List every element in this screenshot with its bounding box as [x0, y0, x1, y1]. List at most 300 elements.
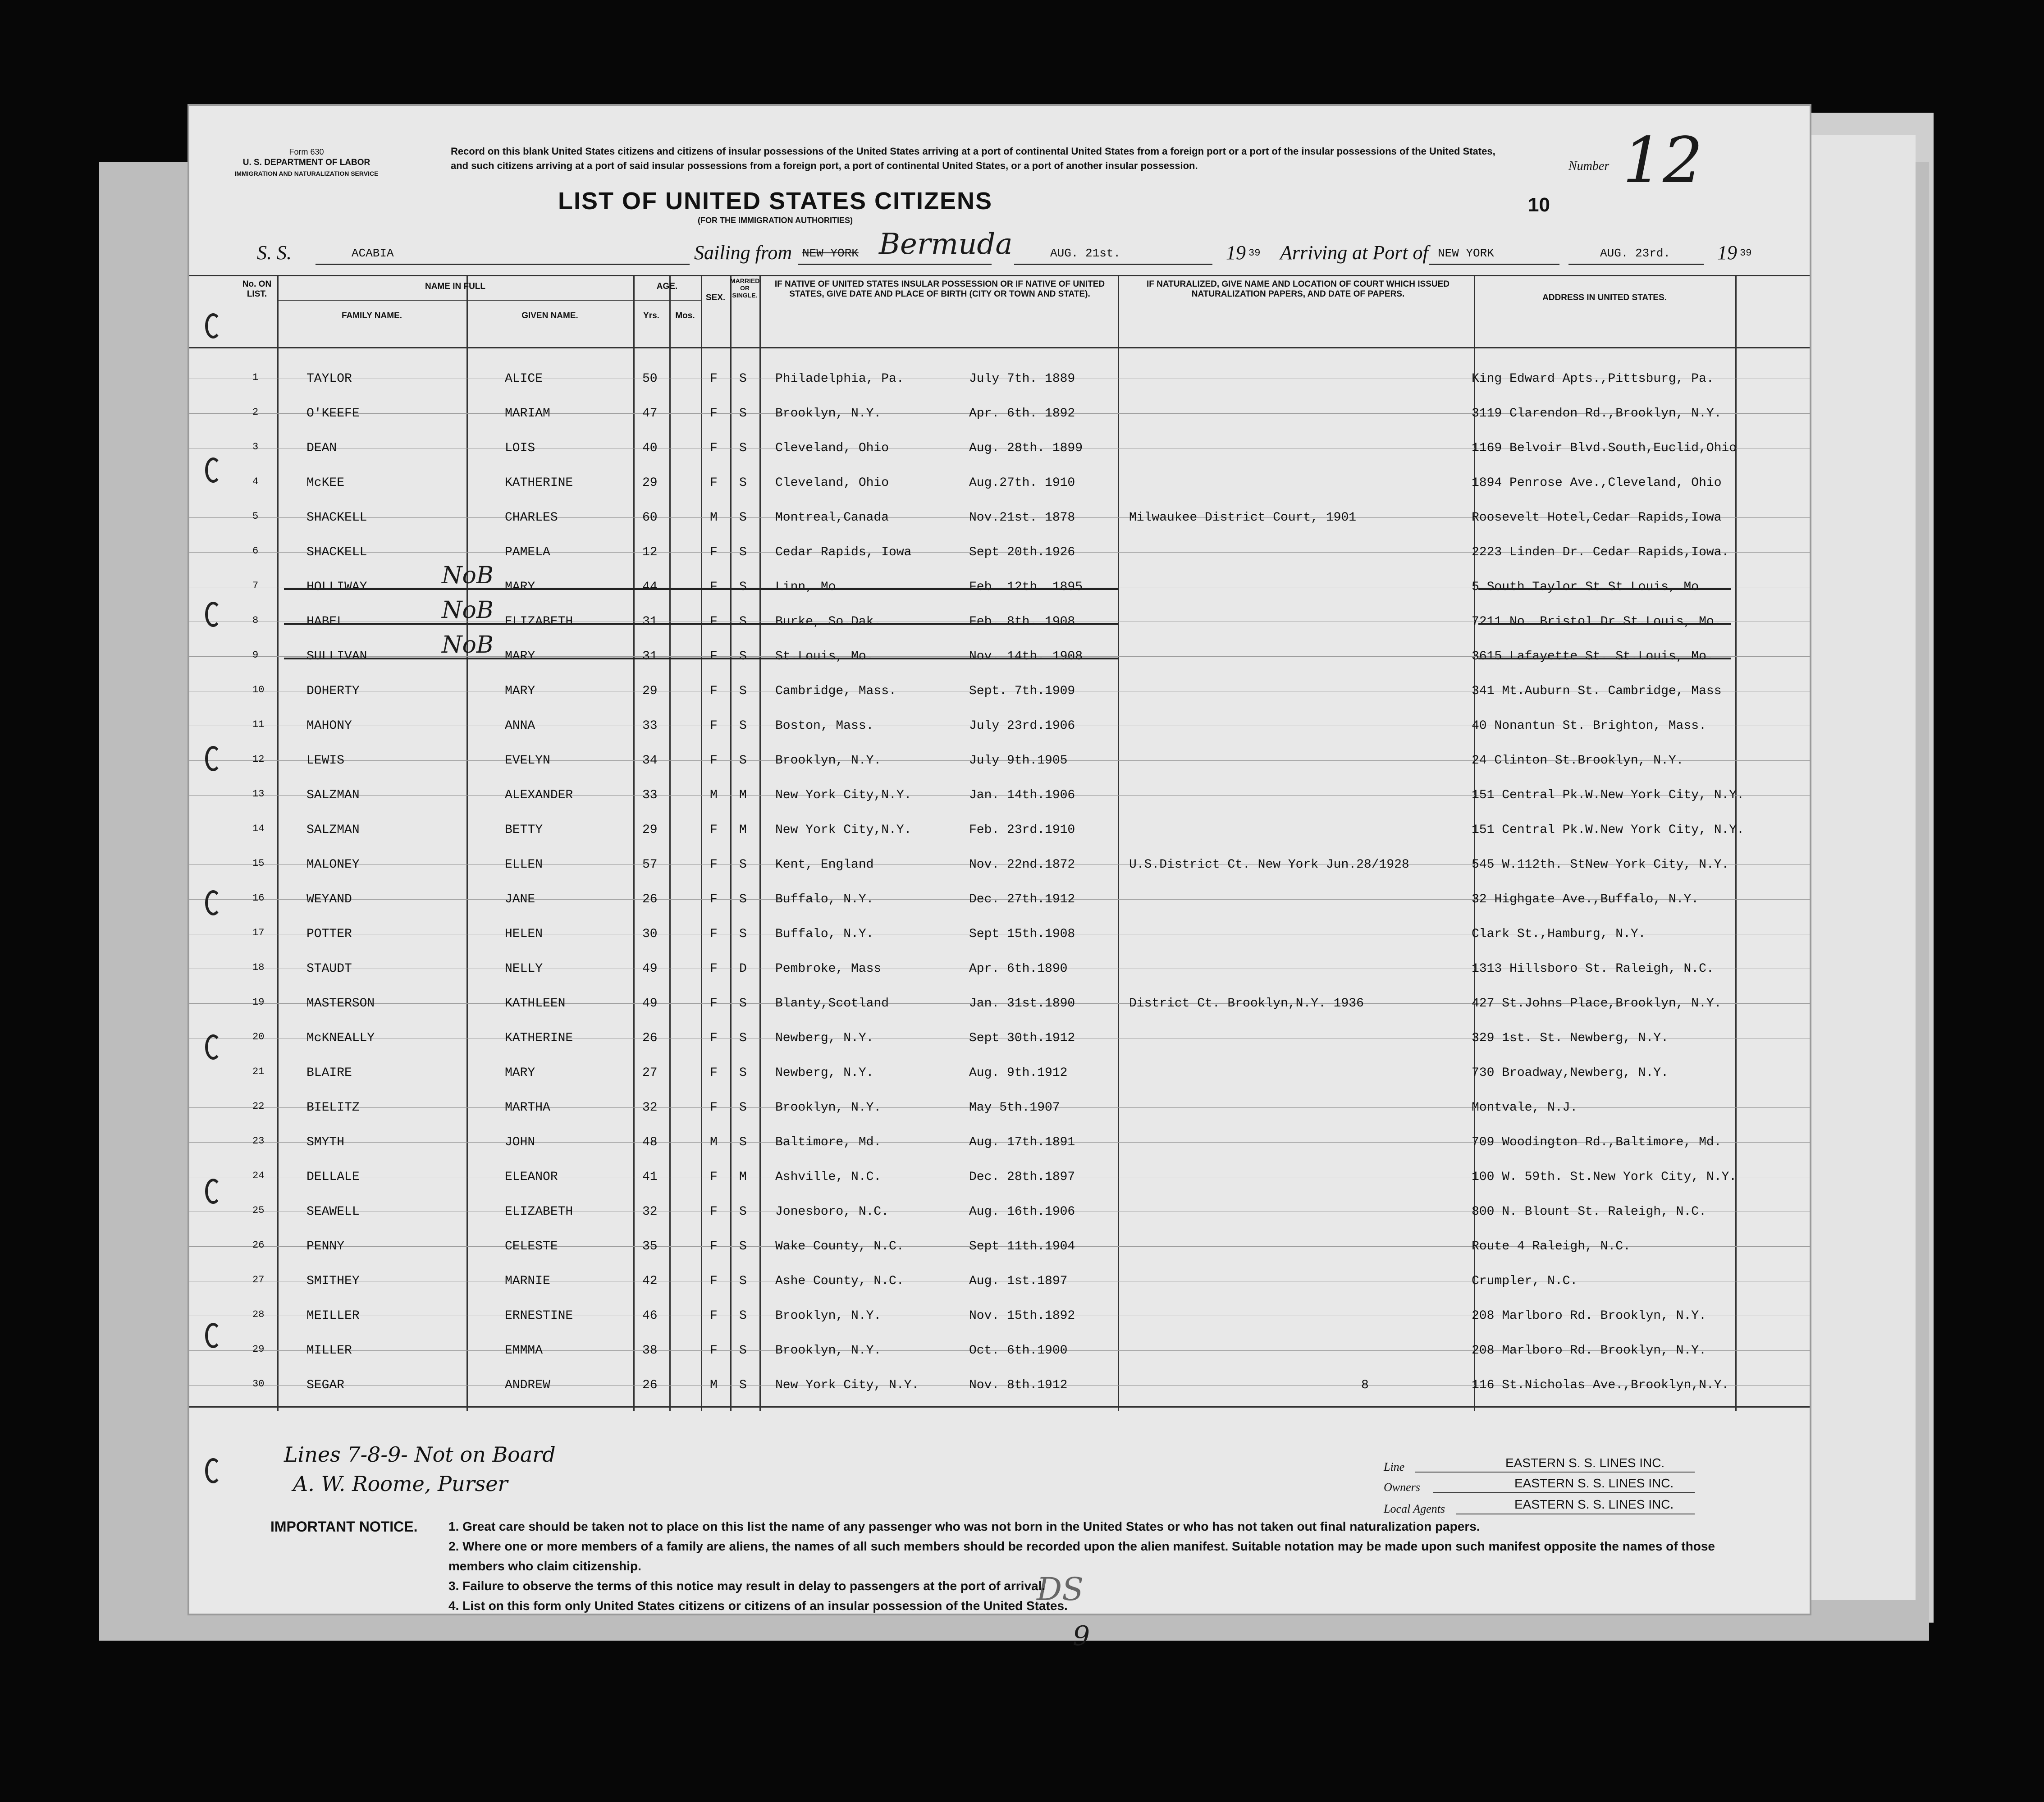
given-name: NELLY [505, 962, 543, 976]
family-name: MAHONY [306, 719, 352, 733]
birth-place: Brooklyn, N.Y. [775, 407, 882, 421]
given-name: ELLEN [505, 858, 543, 872]
form-agency-header [234, 146, 379, 179]
age-years: 26 [642, 892, 658, 906]
given-name: MARY [505, 1066, 535, 1080]
strikethrough-line [1478, 658, 1731, 659]
birth-date: Jan. 31st.1890 [969, 997, 1075, 1011]
sex: F [710, 754, 718, 768]
us-address: 730 Broadway,Newberg, N.Y. [1472, 1066, 1669, 1080]
paper-stack-edge [1798, 135, 1916, 1600]
ss-label: S. S. [257, 242, 292, 264]
naturalization-court: District Ct. Brooklyn,N.Y. 1936 [1129, 997, 1364, 1011]
marital-status: S [739, 1274, 747, 1288]
sex: F [710, 1101, 718, 1115]
family-name: SEGAR [306, 1378, 345, 1392]
purser-signature: A. W. Roome, Purser [293, 1472, 508, 1496]
sex: M [710, 1378, 718, 1392]
family-name: SALZMAN [306, 823, 360, 837]
handwritten-mark-9: 9 [1073, 1620, 1090, 1652]
us-address: 32 Highgate Ave.,Buffalo, N.Y. [1472, 892, 1699, 906]
given-name: ANNA [505, 719, 535, 733]
owners-label: Owners [1384, 1481, 1420, 1494]
sex: F [710, 407, 718, 421]
family-name: STAUDT [306, 962, 352, 976]
age-years: 49 [642, 997, 658, 1011]
us-address: Route 4 Raleigh, N.C. [1472, 1239, 1631, 1253]
birth-date: Aug. 1st.1897 [969, 1274, 1068, 1288]
age-years: 29 [642, 823, 658, 837]
row-number: 7 [252, 580, 259, 591]
handwritten-initials: DS [1037, 1571, 1084, 1608]
sex: F [710, 545, 718, 559]
us-address: 40 Nonantun St. Brighton, Mass. [1472, 719, 1706, 733]
row-number: 8 [252, 615, 259, 626]
age-years: 42 [642, 1274, 658, 1288]
sex: F [710, 962, 718, 976]
birth-date: Nov.21st. 1878 [969, 511, 1075, 525]
arrival-year-prefix: 19 [1717, 242, 1737, 264]
strikethrough-line [284, 658, 1118, 659]
marital-status: S [739, 719, 747, 733]
marital-status: S [739, 1135, 747, 1149]
birth-date: Feb. 23rd.1910 [969, 823, 1075, 837]
birth-place: Newberg, N.Y. [775, 1066, 874, 1080]
birth-date: Aug. 9th.1912 [969, 1066, 1068, 1080]
us-address: 24 Clinton St.Brooklyn, N.Y. [1472, 754, 1684, 768]
given-name: ERNESTINE [505, 1309, 573, 1323]
sex: F [710, 1066, 718, 1080]
notice-item: 3. Failure to observe the terms of this notice may result in delay to passengers at the port of arrival. [448, 1579, 1046, 1593]
row-number: 17 [252, 927, 265, 938]
age-years: 32 [642, 1205, 658, 1219]
notice-item: 2. Where one or more members of a family are aliens, the names of all such members should be recorded upon the alien manifest. Suitable notation may be made upon such manifest opposite the names of those members who claim citizenship. [448, 1539, 1715, 1573]
family-name: POTTER [306, 927, 352, 941]
given-name: CHARLES [505, 511, 558, 525]
form-number: Form 630 [289, 147, 324, 156]
voyage-line [257, 228, 1789, 268]
marital-status: S [739, 372, 747, 386]
binder-hole [205, 313, 221, 338]
birth-place: Cedar Rapids, Iowa [775, 545, 912, 559]
family-name: SEAWELL [306, 1205, 360, 1219]
sex: F [710, 927, 718, 941]
birth-place: Brooklyn, N.Y. [775, 754, 882, 768]
sex: F [710, 372, 718, 386]
us-address: 3119 Clarendon Rd.,Brooklyn, N.Y. [1472, 407, 1722, 421]
strikethrough-line [284, 588, 1118, 590]
birth-place: Jonesboro, N.C. [775, 1205, 889, 1219]
row-number: 13 [252, 788, 265, 800]
us-address: 427 St.Johns Place,Brooklyn, N.Y. [1472, 997, 1722, 1011]
birth-place: Montreal,Canada [775, 511, 889, 525]
binder-hole [205, 602, 221, 627]
age-years: 29 [642, 476, 658, 490]
age-years: 50 [642, 372, 658, 386]
birth-place: Kent, England [775, 858, 874, 872]
age-years: 27 [642, 1066, 658, 1080]
arrival-year-suffix: 39 [1740, 247, 1752, 259]
given-name: ALICE [505, 372, 543, 386]
arrival-port: NEW YORK [1438, 247, 1494, 260]
birth-place: Cleveland, Ohio [775, 441, 889, 455]
birth-date: Sept 15th.1908 [969, 927, 1075, 941]
number-label: Number [1568, 159, 1610, 173]
naturalization-court: U.S.District Ct. New York Jun.28/1928 [1129, 858, 1409, 872]
given-name: ELEANOR [505, 1170, 558, 1184]
row-number: 18 [252, 962, 265, 973]
family-name: HABEL [306, 615, 345, 629]
marital-status: S [739, 615, 747, 629]
us-address: 341 Mt.Auburn St. Cambridge, Mass [1472, 684, 1722, 698]
given-name: ELIZABETH [505, 1205, 573, 1219]
age-years: 33 [642, 788, 658, 802]
family-name: LEWIS [306, 754, 345, 768]
age-years: 30 [642, 927, 658, 941]
family-name: MILLER [306, 1344, 352, 1358]
birth-date: Feb. 8th. 1908 [969, 615, 1075, 629]
family-name: SMYTH [306, 1135, 345, 1149]
row-number: 25 [252, 1205, 265, 1216]
sex: F [710, 892, 718, 906]
birth-date: Apr. 6th. 1892 [969, 407, 1075, 421]
age-years: 26 [642, 1031, 658, 1045]
birth-date: May 5th.1907 [969, 1101, 1060, 1115]
family-name: MASTERSON [306, 997, 375, 1011]
strikethrough-line [1478, 588, 1731, 590]
birth-place: Boston, Mass. [775, 719, 874, 733]
birth-date: Aug. 17th.1891 [969, 1135, 1075, 1149]
us-address: 100 W. 59th. St.New York City, N.Y. [1472, 1170, 1737, 1184]
row-number: 11 [252, 719, 265, 730]
us-address: 3615 Lafayette St. St.Louis, Mo. [1472, 649, 1714, 663]
strikethrough-line [284, 623, 1118, 625]
marital-status: S [739, 684, 747, 698]
arrival-date: AUG. 23rd. [1600, 247, 1671, 260]
us-address: 7211 No. Bristol Dr.St.Louis, Mo. [1472, 615, 1722, 629]
row-number: 20 [252, 1031, 265, 1043]
birth-date: Aug.27th. 1910 [969, 476, 1075, 490]
sailing-label: Sailing from [694, 242, 792, 264]
given-name: JOHN [505, 1135, 535, 1149]
age-years: 44 [642, 580, 658, 594]
marital-status: S [739, 1239, 747, 1253]
row-number: 28 [252, 1309, 265, 1320]
col-age: AGE. [656, 282, 678, 291]
given-name: KATHERINE [505, 476, 573, 490]
passenger-table [189, 275, 1810, 1411]
line-label: Line [1384, 1460, 1405, 1473]
family-name: DOHERTY [306, 684, 360, 698]
age-years: 46 [642, 1309, 658, 1323]
us-address: 116 St.Nicholas Ave.,Brooklyn,N.Y. [1472, 1378, 1729, 1392]
sex: F [710, 476, 718, 490]
birth-place: Linn, Mo. [775, 580, 844, 594]
row-number: 27 [252, 1274, 265, 1285]
birth-date: Sept. 7th.1909 [969, 684, 1075, 698]
marital-status: S [739, 858, 747, 872]
department-name: U. S. DEPARTMENT OF LABOR [242, 158, 370, 167]
birth-place: Ashville, N.C. [775, 1170, 882, 1184]
us-address: 208 Marlboro Rd. Brooklyn, N.Y. [1472, 1309, 1706, 1323]
row-number: 21 [252, 1066, 265, 1077]
local-agents-stamp: EASTERN S. S. LINES INC. [1514, 1497, 1674, 1511]
given-name: PAMELA [505, 545, 550, 559]
notice-items [448, 1517, 1756, 1616]
row-number: 9 [252, 649, 259, 661]
sex: F [710, 1205, 718, 1219]
marital-status: S [739, 1309, 747, 1323]
age-years: 32 [642, 1101, 658, 1115]
birth-place: Philadelphia, Pa. [775, 372, 904, 386]
family-name: O'KEEFE [306, 407, 360, 421]
birth-date: Dec. 27th.1912 [969, 892, 1075, 906]
given-name: EVELYN [505, 754, 550, 768]
age-years: 47 [642, 407, 658, 421]
marital-status: M [739, 788, 747, 802]
given-name: MARIAM [505, 407, 550, 421]
row-number: 15 [252, 858, 265, 869]
marital-status: S [739, 754, 747, 768]
marital-status: S [739, 997, 747, 1011]
given-name: KATHLEEN [505, 997, 566, 1011]
row-number: 23 [252, 1135, 265, 1147]
family-name: SHACKELL [306, 545, 367, 559]
binder-hole [205, 1458, 221, 1483]
age-years: 34 [642, 754, 658, 768]
arriving-label: Arriving at Port of [1280, 242, 1428, 264]
marital-status: S [739, 407, 747, 421]
birth-place: Cleveland, Ohio [775, 476, 889, 490]
us-address: 800 N. Blount St. Raleigh, N.C. [1472, 1205, 1706, 1219]
family-name: DEAN [306, 441, 337, 455]
marital-status: S [739, 1378, 747, 1392]
family-name: BIELITZ [306, 1101, 360, 1115]
row-number: 30 [252, 1378, 265, 1390]
birth-place: Burke, So.Dak. [775, 615, 882, 629]
handwritten-note-lines: Lines 7-8-9- Not on Board [284, 1442, 556, 1467]
family-name: SULLIVAN [306, 649, 367, 663]
marital-status: S [739, 927, 747, 941]
birth-date: Nov. 22nd.1872 [969, 858, 1075, 872]
age-years: 35 [642, 1239, 658, 1253]
age-years: 31 [642, 649, 658, 663]
col-name-in-full: NAME IN FULL [425, 282, 486, 291]
birth-date: Oct. 6th.1900 [969, 1344, 1068, 1358]
birth-place: New York City, N.Y. [775, 1378, 919, 1392]
age-years: 40 [642, 441, 658, 455]
given-name: KATHERINE [505, 1031, 573, 1045]
col-no: No. ON LIST. [242, 279, 272, 299]
row-number: 5 [252, 511, 259, 522]
sex: M [710, 1135, 718, 1149]
row-number: 16 [252, 892, 265, 904]
family-name: SALZMAN [306, 788, 360, 802]
marital-status: S [739, 649, 747, 663]
us-address: 1169 Belvoir Blvd.South,Euclid,Ohio [1472, 441, 1737, 455]
age-years: 60 [642, 511, 658, 525]
given-name: MARY [505, 684, 535, 698]
birth-place: Ashe County, N.C. [775, 1274, 904, 1288]
sail-date: AUG. 21st. [1050, 247, 1121, 260]
sex: M [710, 788, 718, 802]
birth-place: Newberg, N.Y. [775, 1031, 874, 1045]
birth-place: Brooklyn, N.Y. [775, 1309, 882, 1323]
given-name: ALEXANDER [505, 788, 573, 802]
us-address: Crumpler, N.C. [1472, 1274, 1578, 1288]
birth-place: Pembroke, Mass [775, 962, 882, 976]
col-mos: Mos. [675, 311, 695, 320]
local-agents-label: Local Agents [1384, 1502, 1445, 1515]
row-number: 19 [252, 997, 265, 1008]
binder-hole [205, 1034, 221, 1060]
sex: F [710, 1344, 718, 1358]
family-name: SHACKELL [306, 511, 367, 525]
sailing-from-struck: NEW YORK [802, 247, 859, 260]
birth-place: Cambridge, Mass. [775, 684, 896, 698]
birth-date: Nov. 8th.1912 [969, 1378, 1068, 1392]
family-name: BLAIRE [306, 1066, 352, 1080]
birth-date: Dec. 28th.1897 [969, 1170, 1075, 1184]
birth-date: Aug. 16th.1906 [969, 1205, 1075, 1219]
birth-date: Aug. 28th. 1899 [969, 441, 1083, 455]
family-name: TAYLOR [306, 372, 352, 386]
age-years: 12 [642, 545, 658, 559]
sex: F [710, 1309, 718, 1323]
sex: M [710, 511, 718, 525]
family-name: WEYAND [306, 892, 352, 906]
sex: F [710, 1274, 718, 1288]
given-name: ELIZABETH [505, 615, 573, 629]
sailing-from-handwritten: Bermuda [879, 228, 1013, 261]
binder-hole [205, 1179, 221, 1204]
us-address: Montvale, N.J. [1472, 1101, 1578, 1115]
birth-place: Brooklyn, N.Y. [775, 1101, 882, 1115]
birth-place: Wake County, N.C. [775, 1239, 904, 1253]
given-name: MARTHA [505, 1101, 550, 1115]
birth-place: Blanty,Scotland [775, 997, 889, 1011]
birth-date: July 7th. 1889 [969, 372, 1075, 386]
marital-status: S [739, 476, 747, 490]
given-name: MARNIE [505, 1274, 550, 1288]
sex: F [710, 615, 718, 629]
page-subtitle: (FOR THE IMMIGRATION AUTHORITIES) [698, 216, 853, 225]
col-naturalization: IF NATURALIZED, GIVE NAME AND LOCATION OF COURT WHICH ISSUED NATURALIZATION PAPERS, AND DATE OF PAPERS. [1146, 279, 1450, 299]
age-years: 26 [642, 1378, 658, 1392]
sex: F [710, 1170, 718, 1184]
given-name: JANE [505, 892, 535, 906]
us-address: 5 South Taylor St.St.Louis, Mo. [1472, 580, 1706, 594]
given-name: ANDREW [505, 1378, 550, 1392]
birth-date: Sept 11th.1904 [969, 1239, 1075, 1253]
row-number: 1 [252, 372, 259, 383]
marital-status: S [739, 441, 747, 455]
page-title: LIST OF UNITED STATES CITIZENS [558, 188, 992, 215]
row-number: 29 [252, 1344, 265, 1355]
not-on-board-note: NoB [442, 597, 494, 624]
birth-date: Apr. 6th.1890 [969, 962, 1068, 976]
us-address: 2223 Linden Dr. Cedar Rapids,Iowa. [1472, 545, 1729, 559]
col-sex: SEX. [705, 293, 726, 302]
birth-date: Jan. 14th.1906 [969, 788, 1075, 802]
family-name: McKNEALLY [306, 1031, 375, 1045]
notice-item: 4. List on this form only United States citizens or citizens of an insular possession of the United States. [448, 1599, 1068, 1613]
family-name: DELLALE [306, 1170, 360, 1184]
binder-hole [205, 746, 221, 771]
us-address: 151 Central Pk.W.New York City, N.Y. [1472, 823, 1744, 837]
sex: F [710, 684, 718, 698]
marital-status: D [739, 962, 747, 976]
marital-status: S [739, 1205, 747, 1219]
marital-status: S [739, 1101, 747, 1115]
birth-date: Sept 30th.1912 [969, 1031, 1075, 1045]
list-number: 12 [1623, 124, 1703, 197]
sex: F [710, 823, 718, 837]
us-address: 1313 Hillsboro St. Raleigh, N.C. [1472, 962, 1714, 976]
row-number: 10 [252, 684, 265, 695]
us-address: 208 Marlboro Rd. Brooklyn, N.Y. [1472, 1344, 1706, 1358]
line-stamp: EASTERN S. S. LINES INC. [1505, 1456, 1665, 1470]
birth-place: Buffalo, N.Y. [775, 927, 874, 941]
notice-label: IMPORTANT NOTICE. [270, 1518, 418, 1535]
family-name: MALONEY [306, 858, 360, 872]
given-name: CELESTE [505, 1239, 558, 1253]
given-name: MARY [505, 649, 535, 663]
age-years: 38 [642, 1344, 658, 1358]
age-years: 48 [642, 1135, 658, 1149]
us-address: 709 Woodington Rd.,Baltimore, Md. [1472, 1135, 1722, 1149]
marital-status: S [739, 545, 747, 559]
row-number: 12 [252, 754, 265, 765]
binder-hole [205, 890, 221, 915]
birth-date: Sept 20th.1926 [969, 545, 1075, 559]
sail-year-prefix: 19 [1226, 242, 1246, 264]
family-name: HOLLIWAY [306, 580, 367, 594]
birth-date: Nov. 14th. 1908 [969, 649, 1083, 663]
birth-date: Feb. 12th. 1895 [969, 580, 1083, 594]
family-name: McKEE [306, 476, 345, 490]
marital-status: M [739, 823, 747, 837]
row-number: 22 [252, 1101, 265, 1112]
birth-place: Brooklyn, N.Y. [775, 1344, 882, 1358]
not-on-board-note: NoB [442, 631, 494, 659]
age-years: 31 [642, 615, 658, 629]
birth-place: New York City,N.Y. [775, 788, 912, 802]
age-years: 41 [642, 1170, 658, 1184]
manifest-sheet [189, 106, 1810, 1652]
naturalization-court: Milwaukee District Court, 1901 [1129, 511, 1357, 525]
not-on-board-note: NoB [442, 562, 494, 589]
marital-status: S [739, 511, 747, 525]
row-number: 24 [252, 1170, 265, 1181]
ship-name: ACABIA [352, 247, 394, 260]
col-birth: IF NATIVE OF UNITED STATES INSULAR POSSESSION OR IF NATIVE OF UNITED STATES, GIVE DATE AND PLACE OF BIRTH (CITY OR TOWN AND STATE). [774, 279, 1105, 299]
row-number: 6 [252, 545, 259, 557]
binder-hole [205, 457, 221, 483]
us-address: 545 W.112th. StNew York City, N.Y. [1472, 858, 1729, 872]
row-number: 26 [252, 1239, 265, 1251]
given-name: HELEN [505, 927, 543, 941]
col-given-name: GIVEN NAME. [521, 311, 578, 320]
marital-status: S [739, 1031, 747, 1045]
binder-hole [205, 1323, 221, 1348]
birth-place: Baltimore, Md. [775, 1135, 882, 1149]
row-number: 3 [252, 441, 259, 453]
given-name: LOIS [505, 441, 535, 455]
us-address: Roosevelt Hotel,Cedar Rapids,Iowa [1472, 511, 1722, 525]
age-years: 49 [642, 962, 658, 976]
marital-status: S [739, 1344, 747, 1358]
